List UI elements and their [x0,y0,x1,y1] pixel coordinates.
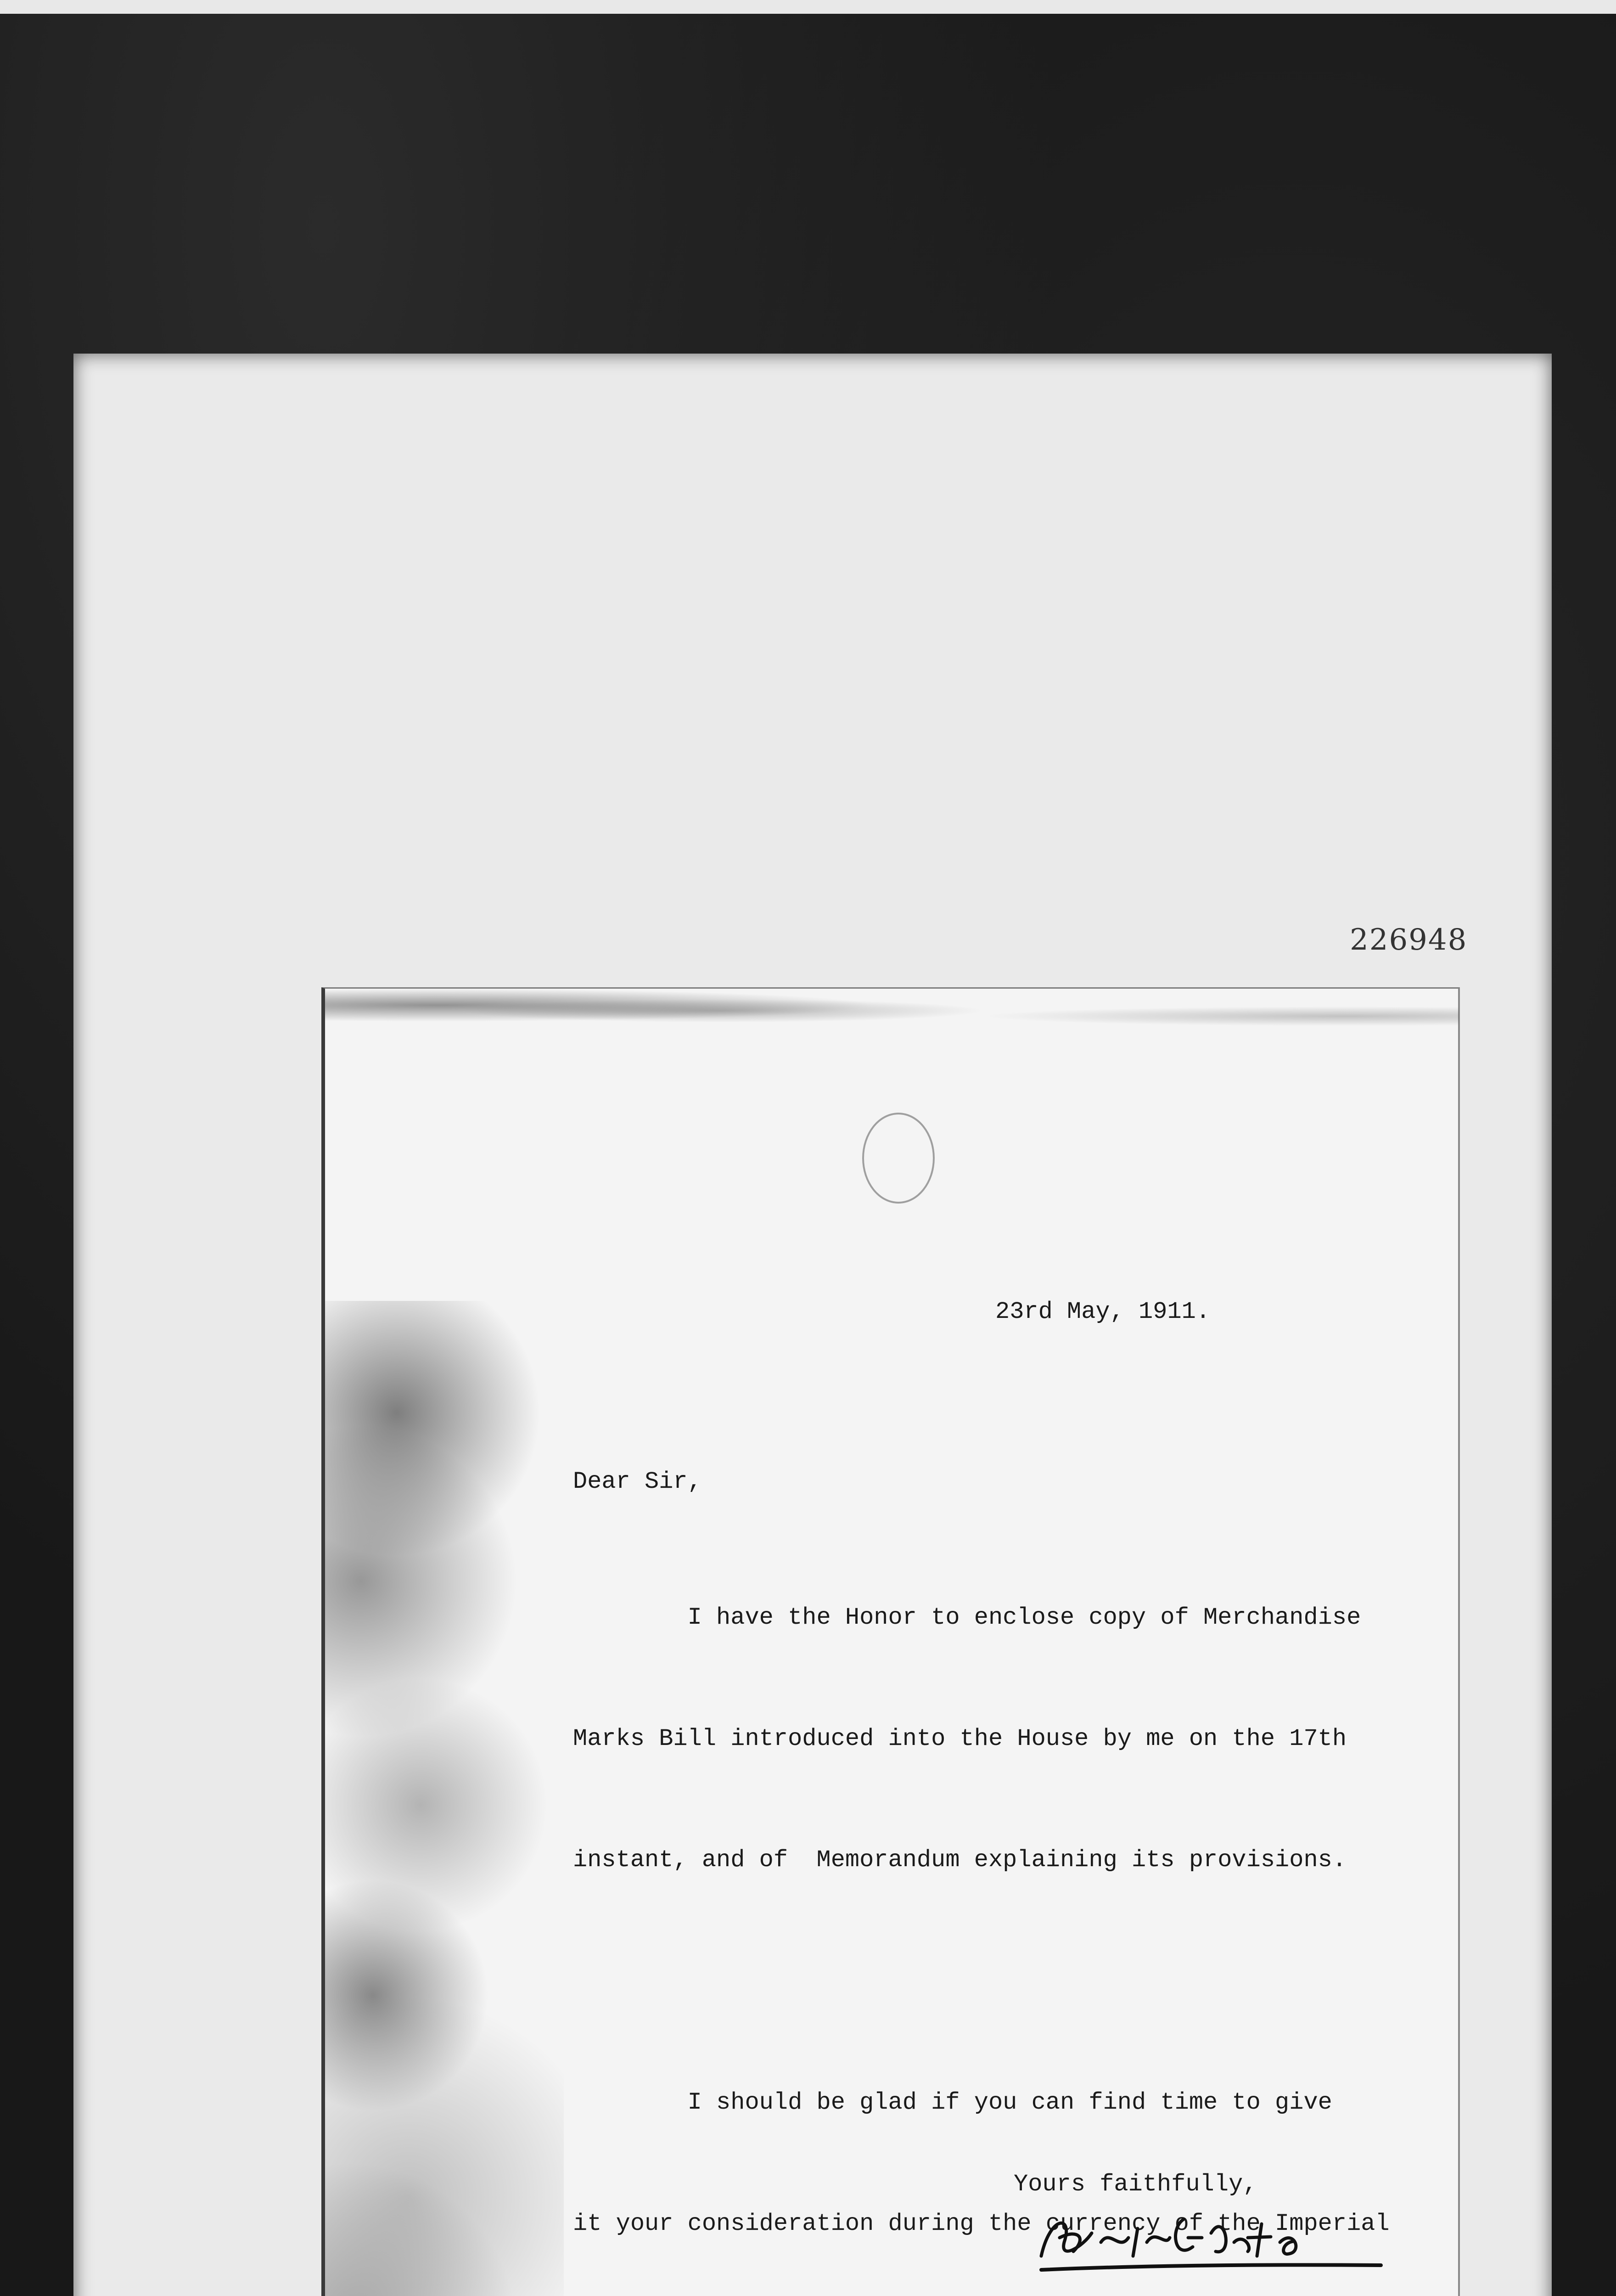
body-line: instant, and of Memorandum explaining its provisions. [573,1846,1347,1874]
body-line: Marks Bill introduced into the House by me on the 17th [573,1725,1347,1752]
film-top-edge [0,0,1616,14]
body-line [573,1961,1404,2002]
letter-closing: Yours faithfully, [1014,2171,1257,2198]
body-line: it your consideration during the currency of the Imperial [573,2210,1390,2237]
body-line: I have the Honor to enclose copy of Merchandise [573,1604,1361,1631]
handwritten-annotation [945,2284,1266,2296]
photographed-page [73,354,1552,2296]
left-edge-damage [325,1301,564,2296]
letter-salutation: Dear Sir, [573,1468,702,1495]
letter-body [573,1517,1404,2296]
body-line: I should be glad if you can find time to give [573,2089,1332,2116]
page-number: 226948 [1350,923,1468,957]
handwritten-signature [1032,2201,1390,2284]
top-stain [325,989,1459,1044]
letter-date: 23rd May, 1911. [995,1298,1211,1325]
letter-sheet [321,987,1460,2296]
embossed-seal-mark [862,1113,935,1204]
signature-text: Basil E. Peto [1032,2281,1038,2282]
